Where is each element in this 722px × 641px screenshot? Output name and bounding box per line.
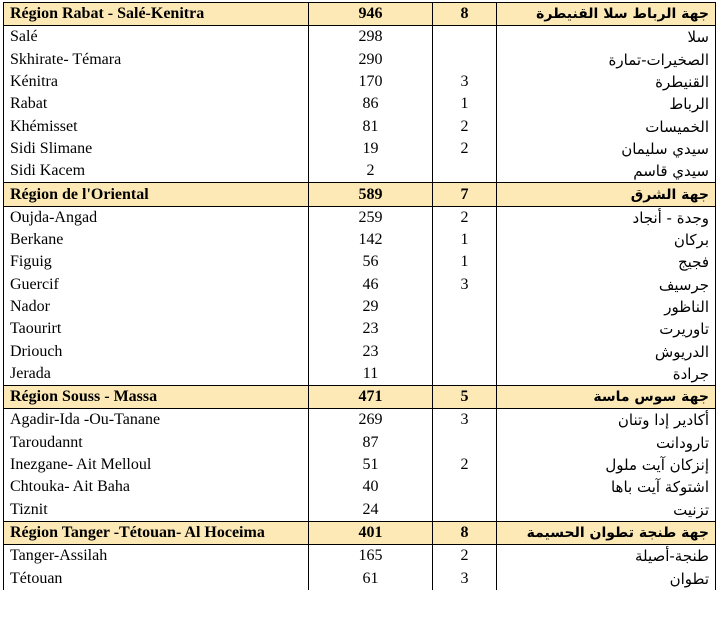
city-name-fr: Oujda-Angad <box>4 206 309 229</box>
city-count <box>433 26 497 49</box>
city-value: 51 <box>309 454 433 476</box>
city-count: 2 <box>433 138 497 160</box>
city-value: 86 <box>309 93 433 115</box>
city-count: 2 <box>433 206 497 229</box>
city-name-fr: Sidi Slimane <box>4 138 309 160</box>
region-header-row <box>4 521 716 544</box>
city-name-ar: القنيطرة <box>497 71 716 93</box>
city-count <box>433 476 497 498</box>
city-count: 1 <box>433 93 497 115</box>
city-value: 23 <box>309 340 433 362</box>
city-value: 142 <box>309 229 433 251</box>
table-row <box>4 454 716 476</box>
city-name-ar: سيدي سليمان <box>497 138 716 160</box>
city-count: 3 <box>433 567 497 589</box>
city-name-ar: تطوان <box>497 567 716 589</box>
city-name-ar: تاوريرت <box>497 318 716 340</box>
city-name-ar: طنجة-أصيلة <box>497 545 716 568</box>
city-name-ar: تزنيت <box>497 499 716 522</box>
table-row <box>4 160 716 183</box>
city-value: 259 <box>309 206 433 229</box>
region-count: 5 <box>433 386 497 409</box>
city-count: 3 <box>433 274 497 296</box>
city-name-ar: الخميسات <box>497 115 716 137</box>
region-name-ar: جهة سوس ماسة <box>497 386 716 409</box>
city-count <box>433 340 497 362</box>
city-name-ar: أكادير إدا وتنان <box>497 409 716 432</box>
region-name-fr: Région de l'Oriental <box>4 183 309 206</box>
city-name-fr: Figuig <box>4 251 309 273</box>
city-value: 46 <box>309 274 433 296</box>
city-count: 2 <box>433 454 497 476</box>
city-name-fr: Taourirt <box>4 318 309 340</box>
city-count: 2 <box>433 115 497 137</box>
city-name-ar: الرباط <box>497 93 716 115</box>
table-row <box>4 318 716 340</box>
table-row <box>4 274 716 296</box>
region-count: 8 <box>433 3 497 26</box>
region-name-fr: Région Rabat - Salé-Kenitra <box>4 3 309 26</box>
city-name-fr: Guercif <box>4 274 309 296</box>
table-row <box>4 340 716 362</box>
table-row <box>4 93 716 115</box>
city-value: 11 <box>309 363 433 386</box>
city-name-ar: بركان <box>497 229 716 251</box>
region-header-row <box>4 183 716 206</box>
table-row <box>4 296 716 318</box>
city-value: 298 <box>309 26 433 49</box>
city-name-ar: إنزكان آيت ملول <box>497 454 716 476</box>
city-value: 24 <box>309 499 433 522</box>
region-name-fr: Région Tanger -Tétouan- Al Hoceima <box>4 521 309 544</box>
city-value: 87 <box>309 432 433 454</box>
city-name-fr: Berkane <box>4 229 309 251</box>
table-row <box>4 432 716 454</box>
table-row <box>4 115 716 137</box>
city-value: 165 <box>309 545 433 568</box>
city-name-fr: Driouch <box>4 340 309 362</box>
city-count: 3 <box>433 71 497 93</box>
city-name-ar: سلا <box>497 26 716 49</box>
city-name-fr: Skhirate- Témara <box>4 49 309 71</box>
table-row <box>4 138 716 160</box>
city-value: 56 <box>309 251 433 273</box>
city-value: 269 <box>309 409 433 432</box>
table-row <box>4 206 716 229</box>
city-value: 290 <box>309 49 433 71</box>
table-row <box>4 49 716 71</box>
city-count <box>433 432 497 454</box>
city-name-fr: Nador <box>4 296 309 318</box>
region-total: 401 <box>309 521 433 544</box>
city-value: 2 <box>309 160 433 183</box>
city-count <box>433 160 497 183</box>
city-name-ar: وجدة - أنجاد <box>497 206 716 229</box>
table-row <box>4 545 716 568</box>
city-value: 19 <box>309 138 433 160</box>
city-name-fr: Chtouka- Ait Baha <box>4 476 309 498</box>
table-row <box>4 363 716 386</box>
city-name-fr: Kénitra <box>4 71 309 93</box>
city-count: 3 <box>433 409 497 432</box>
table-body <box>4 3 716 590</box>
city-name-ar: جرسيف <box>497 274 716 296</box>
city-name-fr: Agadir-Ida -Ou-Tanane <box>4 409 309 432</box>
city-name-fr: Jerada <box>4 363 309 386</box>
city-count: 1 <box>433 229 497 251</box>
city-value: 29 <box>309 296 433 318</box>
city-name-ar: فجيج <box>497 251 716 273</box>
region-name-ar: جهة الشرق <box>497 183 716 206</box>
city-name-ar: تارودانت <box>497 432 716 454</box>
city-count <box>433 49 497 71</box>
city-name-ar: الناظور <box>497 296 716 318</box>
city-name-ar: سيدي قاسم <box>497 160 716 183</box>
city-count: 1 <box>433 251 497 273</box>
table-row <box>4 476 716 498</box>
region-name-ar: جهة الرباط سلا القنيطرة <box>497 3 716 26</box>
region-count: 7 <box>433 183 497 206</box>
city-name-fr: Tétouan <box>4 567 309 589</box>
city-name-fr: Sidi Kacem <box>4 160 309 183</box>
city-name-fr: Inezgane- Ait Melloul <box>4 454 309 476</box>
city-value: 23 <box>309 318 433 340</box>
region-total: 471 <box>309 386 433 409</box>
region-header-row <box>4 386 716 409</box>
table-row <box>4 409 716 432</box>
region-header-row <box>4 3 716 26</box>
city-count <box>433 363 497 386</box>
city-name-fr: Tiznit <box>4 499 309 522</box>
city-count <box>433 499 497 522</box>
city-name-ar: جرادة <box>497 363 716 386</box>
city-name-ar: الصخيرات-تمارة <box>497 49 716 71</box>
city-name-fr: Khémisset <box>4 115 309 137</box>
city-name-fr: Tanger-Assilah <box>4 545 309 568</box>
city-name-fr: Salé <box>4 26 309 49</box>
region-total: 589 <box>309 183 433 206</box>
city-name-ar: اشتوكة آيت باها <box>497 476 716 498</box>
table-row <box>4 251 716 273</box>
city-value: 40 <box>309 476 433 498</box>
city-count <box>433 296 497 318</box>
table-row <box>4 229 716 251</box>
city-count: 2 <box>433 545 497 568</box>
table-row <box>4 26 716 49</box>
region-name-ar: جهة طنجة تطوان الحسيمة <box>497 521 716 544</box>
regional-cases-table <box>3 2 716 590</box>
city-value: 81 <box>309 115 433 137</box>
city-name-ar: الدريوش <box>497 340 716 362</box>
city-count <box>433 318 497 340</box>
table-row <box>4 499 716 522</box>
city-name-fr: Taroudannt <box>4 432 309 454</box>
region-total: 946 <box>309 3 433 26</box>
city-name-fr: Rabat <box>4 93 309 115</box>
city-value: 61 <box>309 567 433 589</box>
region-name-fr: Région Souss - Massa <box>4 386 309 409</box>
city-value: 170 <box>309 71 433 93</box>
region-count: 8 <box>433 521 497 544</box>
table-row <box>4 71 716 93</box>
table-row <box>4 567 716 589</box>
